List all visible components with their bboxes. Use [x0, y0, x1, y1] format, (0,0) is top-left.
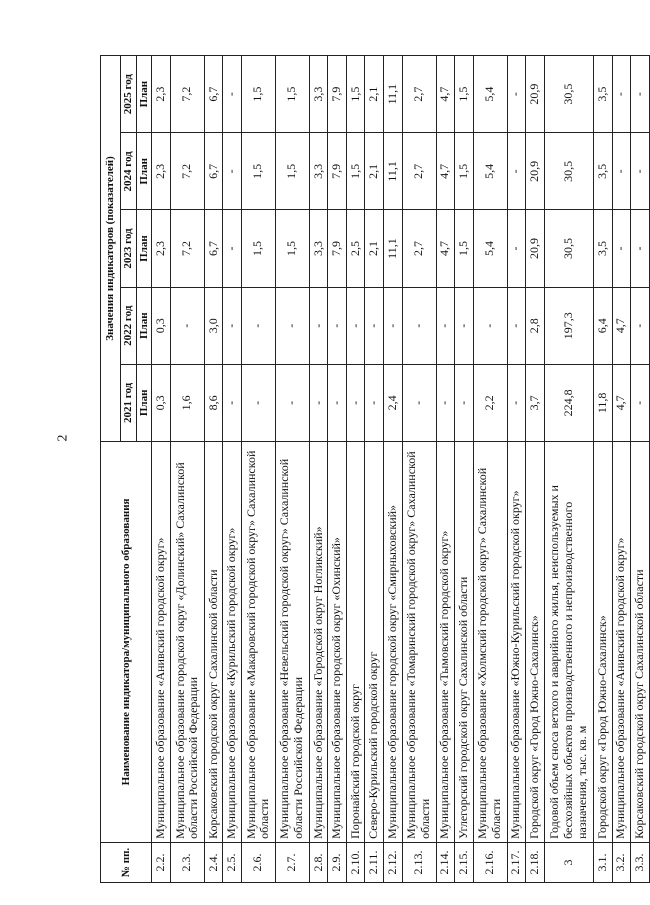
row-value: -	[223, 210, 242, 287]
row-value: 2,7	[402, 133, 436, 210]
table-body	[152, 56, 650, 883]
row-value: 7,2	[170, 210, 204, 287]
row-value: -	[631, 210, 650, 287]
table-row	[309, 56, 328, 883]
row-value: 6,7	[204, 56, 223, 133]
row-value: 3,5	[593, 133, 612, 210]
row-value: -	[631, 56, 650, 133]
row-value: -	[223, 287, 242, 364]
row-value: 0,3	[152, 287, 171, 364]
table-row	[170, 56, 204, 883]
header-year: 2025 год	[121, 56, 137, 133]
row-value: -	[309, 287, 328, 364]
row-number: 2.14.	[436, 842, 455, 882]
row-name: Муниципальное образование городской округ «Долинский» Сахалинской области Российской Федерации	[170, 441, 204, 842]
row-value: 2,2	[473, 364, 507, 441]
header-num: № пп.	[101, 842, 152, 882]
row-number: 2.17.	[507, 842, 526, 882]
table-row	[346, 56, 365, 883]
row-value: -	[346, 287, 365, 364]
header-year: 2023 год	[121, 210, 137, 287]
row-number: 2.10.	[346, 842, 365, 882]
row-value: 2,1	[365, 133, 384, 210]
row-value: 3,3	[309, 133, 328, 210]
table-row	[631, 56, 650, 883]
row-value: 1,5	[455, 56, 474, 133]
row-value: -	[455, 364, 474, 441]
row-number: 2.3.	[170, 842, 204, 882]
row-number: 3.1.	[593, 842, 612, 882]
header-year: 2021 год	[121, 364, 137, 441]
row-value: -	[241, 287, 275, 364]
table-row	[365, 56, 384, 883]
table-row	[402, 56, 436, 883]
row-value: 4,7	[436, 133, 455, 210]
document-page	[100, 55, 650, 883]
row-value: 7,9	[328, 56, 347, 133]
row-value: 3,3	[309, 210, 328, 287]
row-value: 2,7	[402, 210, 436, 287]
row-value: 7,9	[328, 133, 347, 210]
row-value: 2,7	[402, 56, 436, 133]
row-value: -	[309, 364, 328, 441]
row-value: -	[631, 364, 650, 441]
row-name: Городской округ «Город Южно-Сахалинск»	[526, 441, 545, 842]
table-row	[241, 56, 275, 883]
row-value: -	[631, 133, 650, 210]
row-number: 2.7.	[275, 842, 309, 882]
row-name: Муниципальное образование «Южно-Курильский городской округ»	[507, 441, 526, 842]
row-value: -	[402, 287, 436, 364]
row-value: -	[275, 287, 309, 364]
row-name: Муниципальное образование «Анивский городской округ»	[152, 441, 171, 842]
row-value: 2,1	[365, 56, 384, 133]
row-value: -	[612, 210, 631, 287]
row-value: 6,7	[204, 210, 223, 287]
row-value: 6,4	[593, 287, 612, 364]
row-name: Муниципальное образование городской округ «Смирныховский»	[384, 441, 403, 842]
row-value: -	[473, 287, 507, 364]
row-value: 2,3	[152, 210, 171, 287]
row-value: 11,1	[384, 56, 403, 133]
row-value: -	[328, 287, 347, 364]
table-row	[593, 56, 612, 883]
row-value: 30,5	[544, 56, 593, 133]
row-value: 5,4	[473, 210, 507, 287]
row-value: 2,1	[365, 210, 384, 287]
header-year: 2024 год	[121, 133, 137, 210]
row-value: -	[436, 364, 455, 441]
row-value: 7,2	[170, 56, 204, 133]
row-number: 2.9.	[328, 842, 347, 882]
row-number: 2.8.	[309, 842, 328, 882]
row-name: Поронайский городской округ	[346, 441, 365, 842]
row-name: Муниципальное образование «Курильский городской округ»	[223, 441, 242, 842]
row-name: Корсаковский городской округ Сахалинской области	[631, 441, 650, 842]
row-number: 2.5.	[223, 842, 242, 882]
row-value: 2,5	[346, 210, 365, 287]
row-value: 4,7	[612, 364, 631, 441]
row-value: -	[275, 364, 309, 441]
row-number: 2.4.	[204, 842, 223, 882]
row-value: 11,1	[384, 210, 403, 287]
row-number: 2.16.	[473, 842, 507, 882]
row-value: -	[170, 287, 204, 364]
row-value: -	[365, 287, 384, 364]
header-plan: План	[136, 210, 152, 287]
table-row	[223, 56, 242, 883]
row-value: 11,8	[593, 364, 612, 441]
table-row	[544, 56, 593, 883]
row-value: 1,6	[170, 364, 204, 441]
row-value: -	[402, 364, 436, 441]
row-value: 2,3	[152, 56, 171, 133]
row-name: Муниципальное образование «Невельский городской округ» Сахалинской области Российской Федерации	[275, 441, 309, 842]
row-value: 7,9	[328, 210, 347, 287]
row-value: 8,6	[204, 364, 223, 441]
row-value: 1,5	[241, 56, 275, 133]
row-value: 1,5	[275, 56, 309, 133]
row-value: 20,9	[526, 210, 545, 287]
row-name: Муниципальное образование «Холмский городской округ» Сахалинской области	[473, 441, 507, 842]
header-plan: План	[136, 287, 152, 364]
header-plan: План	[136, 133, 152, 210]
row-value: 20,9	[526, 133, 545, 210]
row-value: 5,4	[473, 56, 507, 133]
row-number: 2.2.	[152, 842, 171, 882]
table-row	[384, 56, 403, 883]
table-row	[526, 56, 545, 883]
row-value: -	[384, 287, 403, 364]
row-name: Годовой объем сноса ветхого и аварийного жилья, неиспользуемых и бесхозяйных объектов производственного и непроизводственного назначения, тыс. кв. м	[544, 441, 593, 842]
row-value: -	[631, 287, 650, 364]
row-value: 1,5	[241, 133, 275, 210]
header-plan: План	[136, 56, 152, 133]
row-value: 2,3	[152, 133, 171, 210]
row-value: -	[241, 364, 275, 441]
indicators-table	[100, 55, 650, 883]
row-value: -	[365, 364, 384, 441]
page-number: 2	[55, 434, 71, 442]
row-value: -	[507, 133, 526, 210]
row-number: 3.2.	[612, 842, 631, 882]
row-value: 3,5	[593, 210, 612, 287]
table-row	[612, 56, 631, 883]
row-value: 3,7	[526, 364, 545, 441]
table-row	[436, 56, 455, 883]
row-value: -	[612, 133, 631, 210]
row-value: 30,5	[544, 210, 593, 287]
table-row	[473, 56, 507, 883]
table-row	[328, 56, 347, 883]
row-value: -	[507, 287, 526, 364]
row-value: 6,7	[204, 133, 223, 210]
row-number: 3.3.	[631, 842, 650, 882]
rotated-table-container	[100, 55, 650, 883]
row-number: 2.15.	[455, 842, 474, 882]
row-number: 2.11.	[365, 842, 384, 882]
row-value: 5,4	[473, 133, 507, 210]
row-name: Муниципальное образование «Макаровский городской округ» Сахалинской области	[241, 441, 275, 842]
row-value: 7,2	[170, 133, 204, 210]
row-value: 1,5	[241, 210, 275, 287]
row-value: -	[612, 56, 631, 133]
row-value: -	[507, 210, 526, 287]
row-name: Городской округ «Город Южно-Сахалинск»	[593, 441, 612, 842]
row-value: -	[223, 133, 242, 210]
row-value: 224,8	[544, 364, 593, 441]
table-row	[455, 56, 474, 883]
row-value: 1,5	[346, 133, 365, 210]
row-value: -	[223, 364, 242, 441]
header-name: Наименование индикатора/муниципального образования	[101, 441, 152, 842]
header-plan: План	[136, 364, 152, 441]
table-row	[275, 56, 309, 883]
header-year: 2022 год	[121, 287, 137, 364]
row-value: 4,7	[436, 56, 455, 133]
table-row	[152, 56, 171, 883]
row-number: 2.6.	[241, 842, 275, 882]
row-value: 1,5	[455, 210, 474, 287]
row-value: -	[507, 56, 526, 133]
header-values-group: Значения индикаторов (показателей)	[101, 56, 121, 442]
row-name: Муниципальное образование «Анивский городской округ»	[612, 441, 631, 842]
row-name: Муниципальное образование городской округ «Охинский»	[328, 441, 347, 842]
table-row	[507, 56, 526, 883]
row-value: 11,1	[384, 133, 403, 210]
row-value: 197,3	[544, 287, 593, 364]
row-value: 2,8	[526, 287, 545, 364]
row-value: -	[507, 364, 526, 441]
row-value: -	[436, 287, 455, 364]
row-number: 2.18.	[526, 842, 545, 882]
row-value: -	[328, 364, 347, 441]
row-name: Северо-Курильский городской округ	[365, 441, 384, 842]
row-number: 3	[544, 842, 593, 882]
row-name: Муниципальное образование «Городской округ Ногликский»	[309, 441, 328, 842]
row-number: 2.13.	[402, 842, 436, 882]
row-value: 2,4	[384, 364, 403, 441]
row-value: 1,5	[346, 56, 365, 133]
row-value: -	[346, 364, 365, 441]
row-value: -	[223, 56, 242, 133]
row-value: 0,3	[152, 364, 171, 441]
row-name: Муниципальное образование «Томаринский городской округ» Сахалинской области	[402, 441, 436, 842]
row-value: 1,5	[275, 133, 309, 210]
row-value: 4,7	[612, 287, 631, 364]
row-value: 1,5	[455, 133, 474, 210]
row-value: 3,0	[204, 287, 223, 364]
row-name: Муниципальное образование «Тымовский городской округ»	[436, 441, 455, 842]
table-row	[204, 56, 223, 883]
row-value: 3,3	[309, 56, 328, 133]
row-value: 30,5	[544, 133, 593, 210]
row-name: Корсаковский городской округ Сахалинской области	[204, 441, 223, 842]
row-name: Углегорский городской округ Сахалинской области	[455, 441, 474, 842]
row-value: -	[455, 287, 474, 364]
row-value: 4,7	[436, 210, 455, 287]
row-value: 1,5	[275, 210, 309, 287]
row-number: 2.12.	[384, 842, 403, 882]
row-value: 3,5	[593, 56, 612, 133]
row-value: 20,9	[526, 56, 545, 133]
